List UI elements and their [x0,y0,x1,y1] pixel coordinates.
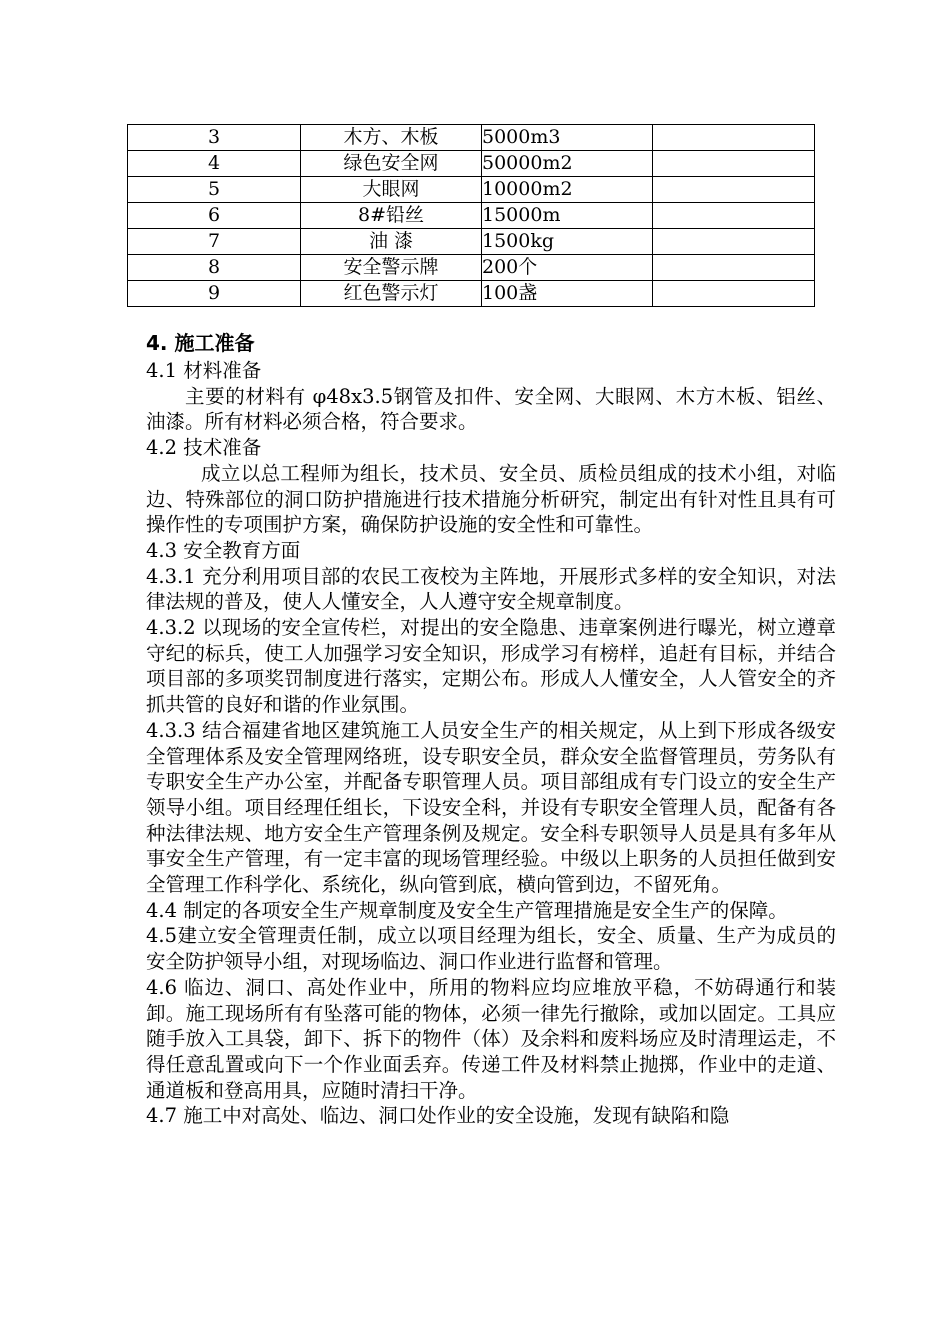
table-row [128,255,815,281]
section-4-content [146,328,836,1129]
paragraph: 4.4 制定的各项安全生产规章制度及安全生产管理措施是安全生产的保障。 [146,898,788,922]
material-name: 红色警示灯 [301,281,482,307]
material-note [653,177,815,203]
paragraph: 成立以总工程师为组长，技术员、安全员、质检员组成的技术小组，对临边、特殊部位的洞口防护措施进行技术措施分析研究，制定出有针对性且具有可操作性的专项围护方案，确保防护设施的安全性和可靠性。 [146,461,836,537]
subsection-title: 4.1 材料准备 [146,359,262,382]
row-number: 5 [128,177,301,203]
row-number: 9 [128,281,301,307]
row-number: 7 [128,229,301,255]
table-row [128,203,815,229]
material-note [653,151,815,177]
material-name: 绿色安全网 [301,151,482,177]
material-quantity: 100盏 [482,281,653,307]
material-quantity: 200个 [482,255,653,281]
material-name: 大眼网 [301,177,482,203]
material-quantity: 15000m [482,203,653,229]
material-quantity: 10000m2 [482,177,653,203]
row-number: 4 [128,151,301,177]
table-row [128,125,815,151]
material-note [653,203,815,229]
paragraph: 4.6 临边、洞口、高处作业中，所用的物料应均应堆放平稳，不妨碍通行和装卸。施工现场所有有坠落可能的物体，必须一律先行撤除，或加以固定。工具应随手放入工具袋，卸下、拆下的物件（体）及余料和废料场应及时清理运走，不得任意乱置或向下一个作业面丢弃。传递工件及材料禁止抛掷，作业中的走道、通道板和登高用具，应随时清扫干净。 [146,975,836,1102]
material-quantity: 5000m3 [482,125,653,151]
materials-table [127,124,815,307]
material-name: 8#铅丝 [301,203,482,229]
materials-table-body [128,125,815,307]
material-note [653,281,815,307]
material-name: 木方、木板 [301,125,482,151]
material-quantity: 1500kg [482,229,653,255]
paragraph: 4.3.2 以现场的安全宣传栏，对提出的安全隐患、违章案例进行曝光，树立遵章守纪的标兵，使工人加强学习安全知识，形成学习有榜样，追赶有目标，并结合项目部的多项奖罚制度进行落实，定期公布。形成人人懂安全，人人管安全的齐抓共管的良好和谐的作业氛围。 [146,616,836,717]
row-number: 6 [128,203,301,229]
material-quantity: 50000m2 [482,151,653,177]
paragraph: 4.5建立安全管理责任制，成立以项目经理为组长，安全、质量、生产为成员的安全防护领导小组，对现场临边、洞口作业进行监督和管理。 [146,924,836,974]
subsection-title: 4.2 技术准备 [146,436,262,460]
material-note [653,229,815,255]
paragraph: 4.3.3 结合福建省地区建筑施工人员安全生产的相关规定，从上到下形成各级安全管理体系及安全管理网络班，设专职安全员，群众安全监督管理员，劳务队有专职安全生产办公室，并配备专职管理人员。项目部组成有专门设立的安全生产领导小组。项目经理任组长，下设安全科，并设有专职安全管理人员，配备有各种法律法规、地方安全生产管理条例及规定。安全科专职领导人员是具有多年从事安全生产管理，有一定丰富的现场管理经验。中级以上职务的人员担任做到安全管理工作科学化、系统化，纵向管到底，横向管到边，不留死角。 [146,718,836,897]
paragraph: 主要的材料有 φ48x3.5钢管及扣件、安全网、大眼网、木方木板、铝丝、油漆。所有材料必须合格，符合要求。 [146,384,836,434]
material-note [653,125,815,151]
section-heading: 4. 施工准备 [146,331,255,355]
subsection-title: 4.3 安全教育方面 [146,538,301,562]
row-number: 8 [128,255,301,281]
row-number: 3 [128,125,301,151]
table-row [128,151,815,177]
material-note [653,255,815,281]
material-name: 安全警示牌 [301,255,482,281]
material-name: 油 漆 [301,229,482,255]
table-row [128,229,815,255]
table-row [128,281,815,307]
table-row [128,177,815,203]
paragraph: 4.7 施工中对高处、临边、洞口处作业的安全设施，发现有缺陷和隐 [146,1104,730,1128]
paragraph: 4.3.1 充分利用项目部的农民工夜校为主阵地，开展形式多样的安全知识，对法律法规的普及，使人人懂安全，人人遵守安全规章制度。 [146,564,836,614]
